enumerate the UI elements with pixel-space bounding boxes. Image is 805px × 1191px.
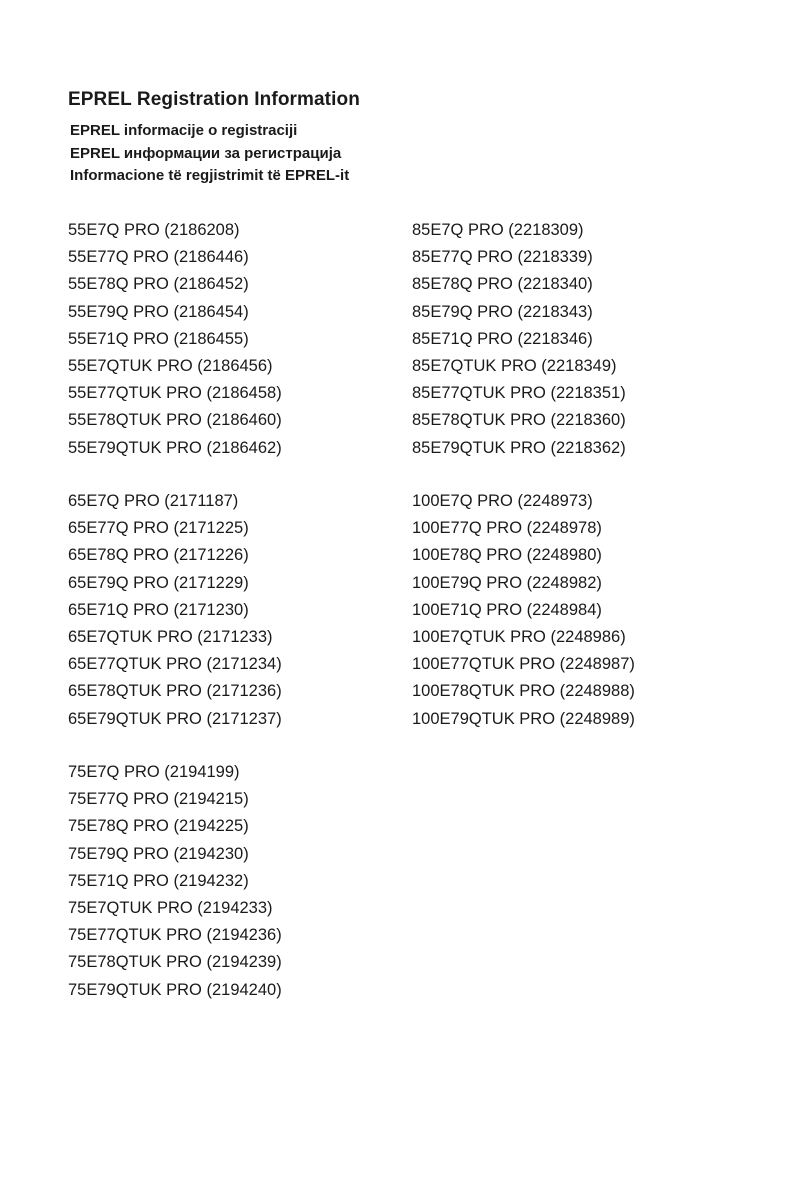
model-entry: 75E77QTUK PRO (2194236)	[68, 926, 282, 945]
model-entry: 75E78QTUK PRO (2194239)	[68, 953, 282, 972]
model-entry: 55E79QTUK PRO (2186462)	[68, 438, 282, 457]
model-entry: 75E71Q PRO (2194232)	[68, 871, 249, 890]
model-entry: 65E78QTUK PRO (2171236)	[68, 682, 282, 701]
model-entry: 85E77QTUK PRO (2218351)	[412, 384, 626, 403]
model-entry: 55E77QTUK PRO (2186458)	[68, 384, 282, 403]
model-group-65	[68, 488, 282, 733]
model-entry: 100E78Q PRO (2248980)	[412, 546, 602, 565]
model-entry: 85E7QTUK PRO (2218349)	[412, 357, 617, 376]
model-entry: 65E7Q PRO (2171187)	[68, 492, 239, 510]
model-entry: 75E7QTUK PRO (2194233)	[68, 899, 273, 918]
model-entry: 65E79Q PRO (2171229)	[68, 573, 249, 592]
model-entry: 85E7Q PRO (2218309)	[412, 221, 584, 239]
model-group-55	[68, 217, 282, 462]
model-entry: 65E77QTUK PRO (2171234)	[68, 655, 282, 674]
page-title: EPREL Registration Information	[68, 89, 360, 110]
model-entry: 100E71Q PRO (2248984)	[412, 600, 602, 619]
model-entry: 100E78QTUK PRO (2248988)	[412, 682, 635, 701]
model-entry: 85E78QTUK PRO (2218360)	[412, 411, 626, 430]
model-entry: 100E7Q PRO (2248973)	[412, 492, 593, 510]
model-entry: 75E7Q PRO (2194199)	[68, 763, 240, 781]
model-entry: 100E77QTUK PRO (2248987)	[412, 655, 635, 674]
model-entry: 65E78Q PRO (2171226)	[68, 546, 249, 565]
model-entry: 55E78QTUK PRO (2186460)	[68, 411, 282, 430]
subtitle-macedonian-latin: EPREL informacije o registraciji	[70, 122, 298, 139]
model-entry: 65E77Q PRO (2171225)	[68, 519, 249, 538]
model-entry: 55E7QTUK PRO (2186456)	[68, 357, 273, 376]
model-entry: 85E77Q PRO (2218339)	[412, 248, 593, 267]
model-entry: 75E79QTUK PRO (2194240)	[68, 980, 282, 999]
model-entry: 55E78Q PRO (2186452)	[68, 275, 249, 294]
model-entry: 65E71Q PRO (2171230)	[68, 600, 249, 619]
model-entry: 75E79Q PRO (2194230)	[68, 844, 249, 863]
subtitle-albanian: Informacione të regjistrimit të EPREL-it	[70, 167, 350, 184]
subtitle-list	[70, 120, 349, 188]
model-entry: 100E7QTUK PRO (2248986)	[412, 628, 626, 647]
model-entry: 55E7Q PRO (2186208)	[68, 221, 240, 239]
model-entry: 75E78Q PRO (2194225)	[68, 817, 249, 836]
model-entry: 65E7QTUK PRO (2171233)	[68, 628, 273, 647]
model-entry: 65E79QTUK PRO (2171237)	[68, 709, 282, 728]
model-group-85	[412, 217, 626, 462]
model-entry: 75E77Q PRO (2194215)	[68, 790, 249, 809]
model-entry: 55E71Q PRO (2186455)	[68, 329, 249, 348]
model-entry: 55E77Q PRO (2186446)	[68, 248, 249, 267]
model-entry: 55E79Q PRO (2186454)	[68, 302, 249, 321]
model-entry: 100E77Q PRO (2248978)	[412, 519, 602, 538]
model-entry: 85E79QTUK PRO (2218362)	[412, 438, 626, 457]
model-entry: 85E79Q PRO (2218343)	[412, 302, 593, 321]
model-group-100	[412, 488, 635, 733]
model-group-75	[68, 759, 282, 1004]
subtitle-macedonian-cyrillic: EPREL информации за регистрација	[70, 144, 342, 162]
model-entry: 85E71Q PRO (2218346)	[412, 329, 593, 348]
model-entry: 100E79QTUK PRO (2248989)	[412, 709, 635, 728]
model-entry: 100E79Q PRO (2248982)	[412, 573, 602, 592]
model-entry: 85E78Q PRO (2218340)	[412, 275, 593, 294]
